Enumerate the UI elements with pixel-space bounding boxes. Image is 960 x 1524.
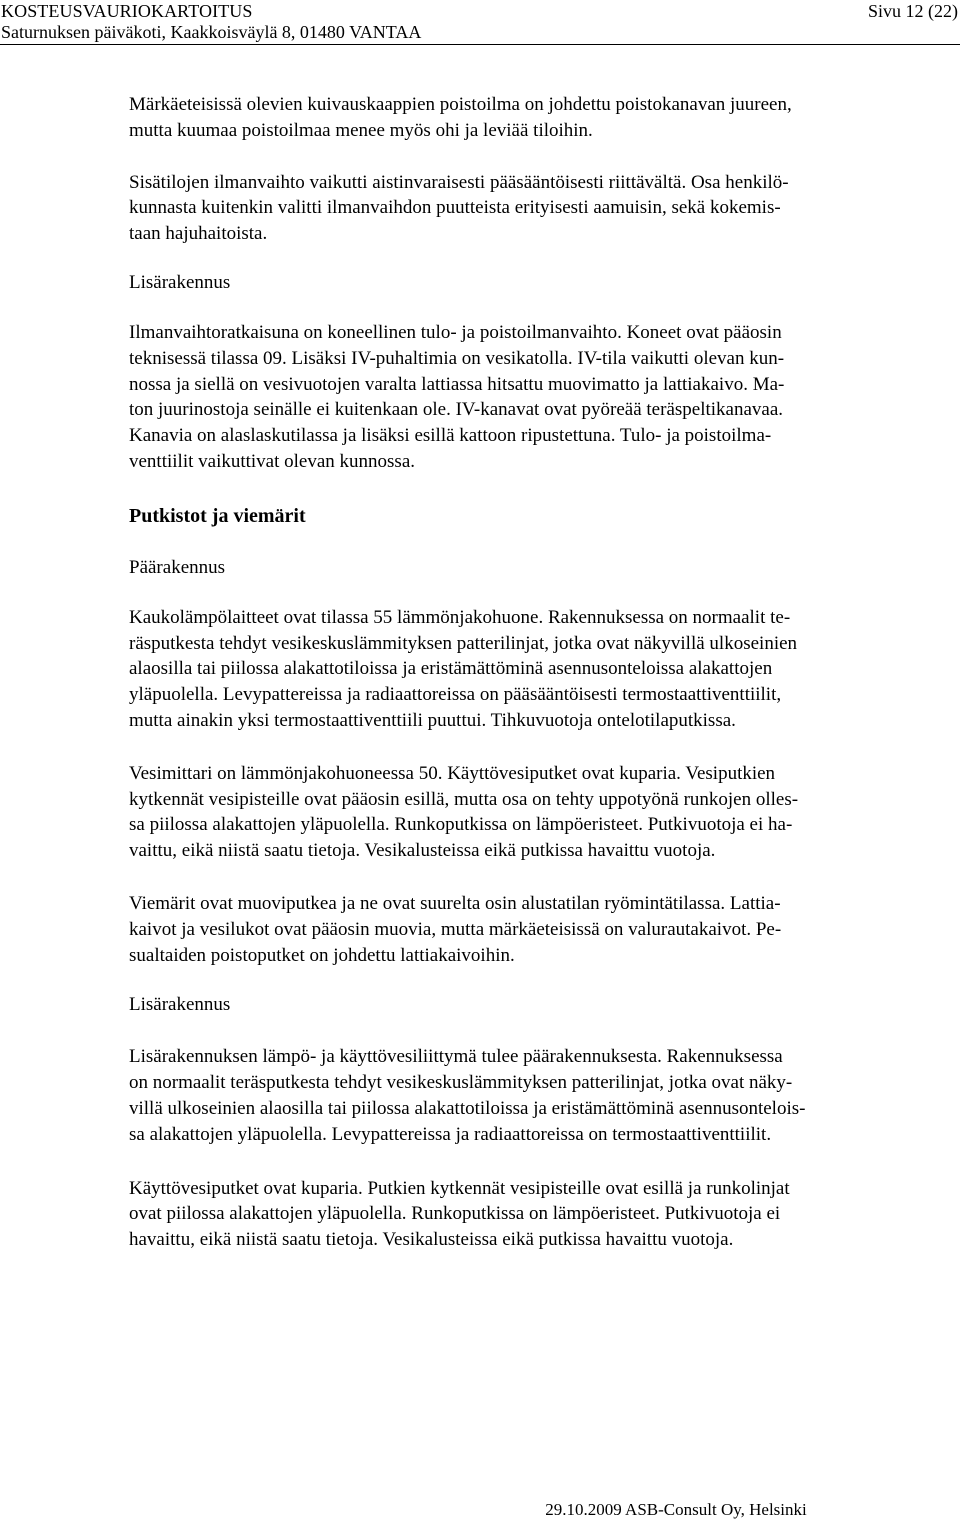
footer-date-company: 29.10.2009 ASB-Consult Oy, Helsinki [545, 1500, 807, 1519]
section-heading-putkistot: Putkistot ja viemärit [129, 504, 306, 527]
paragraph-sewers: Viemärit ovat muoviputkea ja ne ovat suurelta osin alustatilan ryömintätilassa. Lattia- kaivot ja vesilukot ovat pääosin muovia, mutta märkäeteisissä on valurautakaivot. Pe- sualtaiden poistoputket on johdettu lattiakaivoihin. [129, 892, 782, 966]
paragraph-annex-heating: Lisärakennuksen lämpö- ja käyttövesiliittymä tulee päärakennuksesta. Rakennuksessa on normaalit teräsputkesta tehdyt vesikeskuslämmityksen patterilinjat, jotka ovat näky- villä ulkoseinien alaosilla tai piilossa alakattotiloissa ja eristämättöminä asennusontelois- sa alakattojen yläpuolella. Levypattereissa ja radiaattoreissa on termostaattiventtiilit. [129, 1046, 806, 1145]
subheading-lisarakennus: Lisärakennus [129, 271, 231, 293]
paragraph-water-pipes: Vesimittari on lämmönjakohuoneessa 50. Käyttövesiputket ovat kuparia. Vesiputkien kytkennät vesipisteille ovat pääosin esillä, mutta osa on tehty uppotyönä runkojen olles- sa piilossa alakattojen yläpuolella. Runkoputkissa on lämpöeristeet. Putkivuotoja ei ha- vaittu, eikä niistä saatu tietoja. Vesikalusteissa eikä putkissa havaittu vuotoja. [129, 762, 799, 862]
site-address: Saturnuksen päiväkoti, Kaakkoisväylä 8, 01480 VANTAA [1, 22, 422, 42]
subheading-lisarakennus-2: Lisärakennus [129, 994, 231, 1016]
document-title: KOSTEUSVAURIOKARTOITUS [1, 1, 253, 21]
paragraph-heating: Kaukolämpölaitteet ovat tilassa 55 lämmönjakohuone. Rakennuksessa on normaalit te- räsputkesta tehdyt vesikeskuslämmityksen patterilinjat, jotka ovat näkyvillä ulkoseinien alaosilla tai piilossa alakattotiloissa ja eristämättöminä asennusonteloissa alakattojen yläpuolella. Levypattereissa ja radiaattoreissa on pääsääntöisesti termostaattiventtiilit, mutta ainakin yksi termostaattiventtiili puuttui. Tihkuvuotoja ontelotilaputkissa. [129, 606, 798, 731]
subheading-paarakennus: Päärakennus [129, 556, 226, 578]
page-footer [0, 1500, 960, 1520]
page-header [0, 0, 960, 45]
paragraph-ventilation-solution: Ilmanvaihtoratkaisuna on koneellinen tulo- ja poistoilmanvaihto. Koneet ovat pääosin teknisessä tilassa 09. Lisäksi IV-puhaltimia on vesikatolla. IV-tila vaikutti olevan kun- nossa ja siellä on vesivuotojen varalta lattiassa hitsattu muovimatto ja lattiakaivo. Ma- ton juurinostoja seinälle ei kuitenkaan ole. IV-kanavat ovat pyöreää teräspeltikanavaa. Kanavia on alaslaskutilassa ja lisäksi esillä kattoon ripustettuna. Tulo- ja poistoilma- venttiilit vaikuttivat olevan kunnossa. [129, 321, 785, 472]
paragraph-indoor-ventilation: Sisätilojen ilmanvaihto vaikutti aistinvaraisesti pääsääntöisesti riittävältä. Osa henkilö- kunnasta kuitenkin valitti ilmanvaihdon puutteista erityisesti aamuisin, sekä kokemis- taan hajuhaitoista. [129, 171, 789, 245]
paragraph-drying-cabinets: Märkäeteisissä olevien kuivauskaappien poistoilma on johdettu poistokanavan juureen, mutta kuumaa poistoilmaa menee myös ohi ja leviää tiloihin. [129, 94, 792, 141]
document-body [129, 92, 955, 1253]
paragraph-annex-water-pipes: Käyttövesiputket ovat kuparia. Putkien kytkennät vesipisteille ovat esillä ja runkolinjat ovat piilossa alakattojen yläpuolella. Runkoputkissa on lämpöeristeet. Putkivuotoja ei havaittu, eikä niistä saatu tietoja. Vesikalusteissa eikä putkissa havaittu vuotoja. [129, 1177, 790, 1251]
page-number: Sivu 12 (22) [868, 1, 958, 21]
